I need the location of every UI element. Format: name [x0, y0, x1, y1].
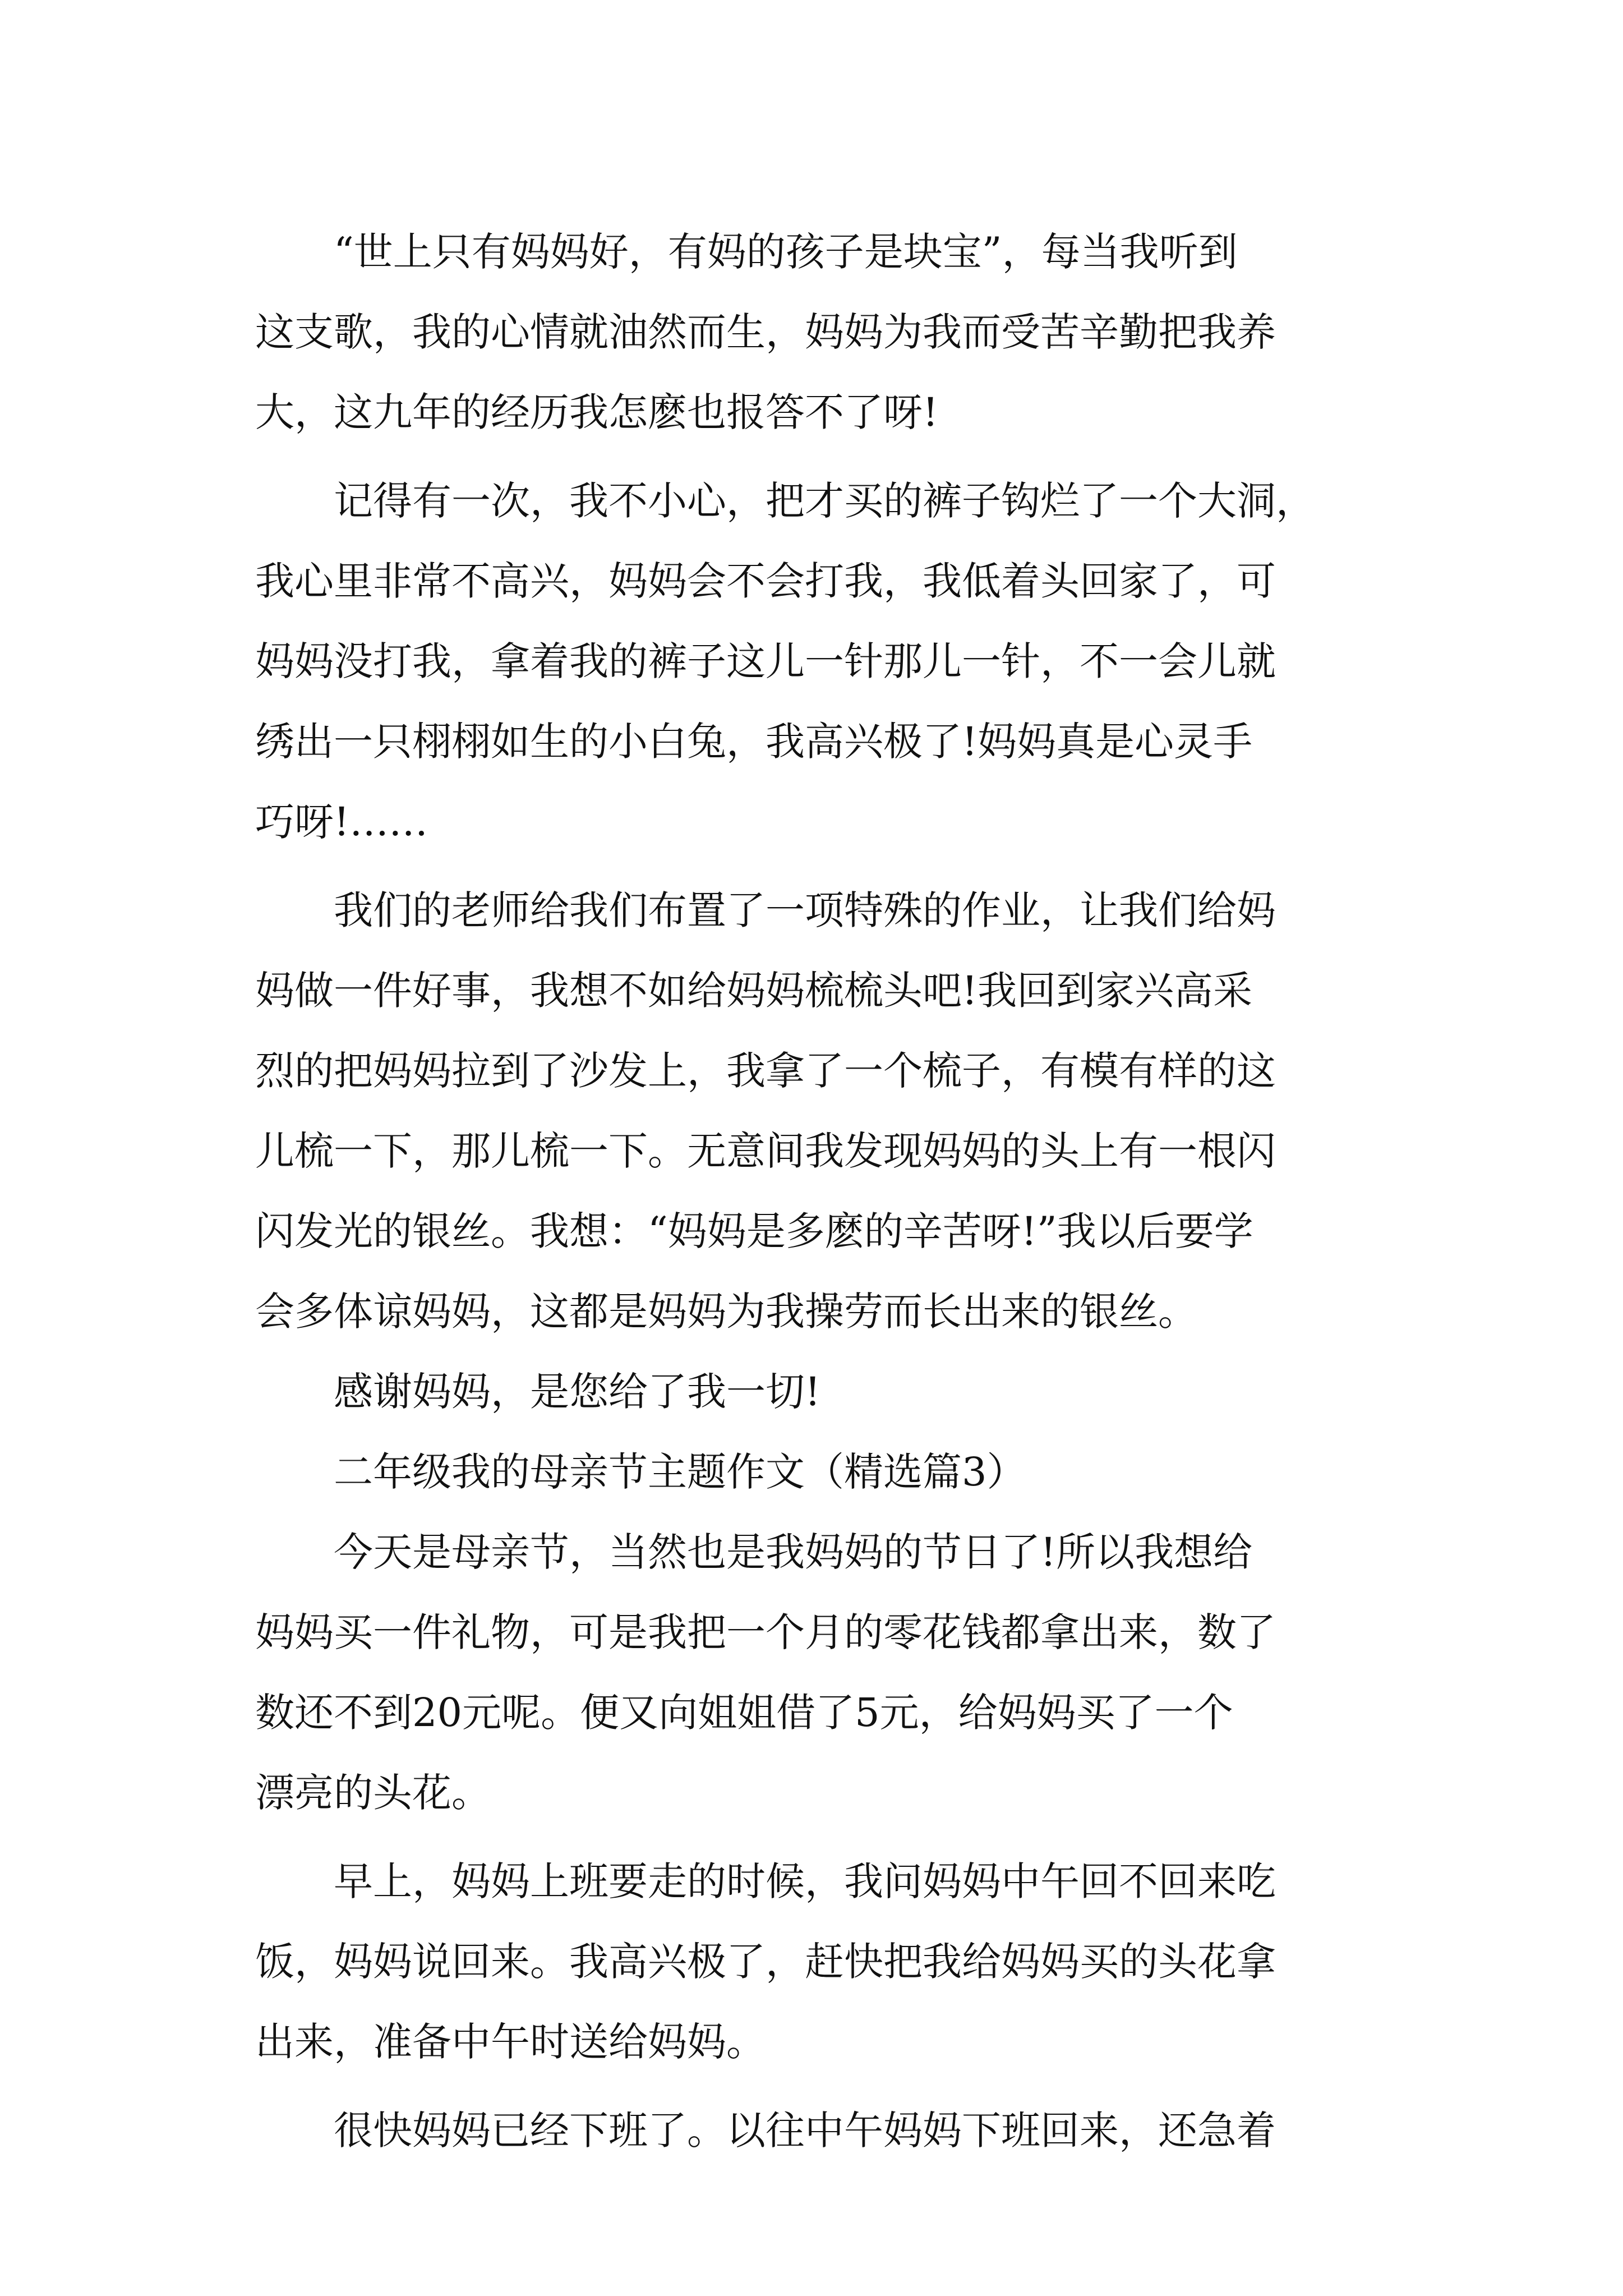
text-line: 会多体谅妈妈，这都是妈妈为我操劳而长出来的银丝。	[255, 1289, 1197, 1335]
text-line: 妈做一件好事，我想不如给妈妈梳梳头吧!我回到家兴高采	[255, 968, 1253, 1014]
paragraph-gap	[255, 453, 1377, 461]
text-line: 数还不到20元呢。便又向姐姐借了5元，给妈妈买了一个	[255, 1690, 1233, 1736]
paragraph-gap	[255, 1833, 1377, 1842]
text-line: 感谢妈妈，是您给了我一切!	[255, 1369, 821, 1415]
text-line: 很快妈妈已经下班了。以往中午妈妈下班回来，还急着	[255, 2108, 1276, 2154]
section-heading	[255, 1432, 1377, 1512]
text-line: 妈妈买一件礼物，可是我把一个月的零花钱都拿出来，数了	[255, 1609, 1276, 1655]
paragraph-noon	[255, 2091, 1377, 2171]
text-line: 今天是母亲节，当然也是我妈妈的节日了!所以我想给	[255, 1529, 1253, 1575]
paragraph-song-intro	[255, 212, 1377, 453]
text-line: 巧呀!……	[255, 799, 428, 845]
text-line: 记得有一次，我不小心，把才买的裤子钩烂了一个大洞，	[255, 478, 1315, 524]
text-line: 儿梳一下，那儿梳一下。无意间我发现妈妈的头上有一根闪	[255, 1128, 1276, 1174]
paragraph-combing-hair	[255, 871, 1377, 1352]
text-line: 漂亮的头花。	[255, 1770, 491, 1816]
text-line: 出来，准备中午时送给妈妈。	[255, 2019, 766, 2065]
text-line: 闪发光的银丝。我想：“妈妈是多麽的辛苦呀!”我以后要学	[255, 1208, 1253, 1254]
text-line: 我心里非常不高兴，妈妈会不会打我，我低着头回家了，可	[255, 558, 1276, 604]
text-line: 妈妈没打我，拿着我的裤子这儿一针那儿一针，不一会儿就	[255, 638, 1276, 684]
paragraph-pants-story	[255, 461, 1377, 862]
document-body	[255, 212, 1377, 2171]
paragraph-gap	[255, 2082, 1377, 2091]
paragraph-gap	[255, 862, 1377, 871]
text-line: 我们的老师给我们布置了一项特殊的作业，让我们给妈	[255, 887, 1276, 933]
text-line: 绣出一只栩栩如生的小白兔，我高兴极了!妈妈真是心灵手	[255, 719, 1253, 765]
paragraph-thanks	[255, 1352, 1377, 1432]
paragraph-morning	[255, 1842, 1377, 2082]
essay-title: 二年级我的母亲节主题作文（精选篇3）	[255, 1449, 1026, 1495]
text-line: 饭，妈妈说回来。我高兴极了，赶快把我给妈妈买的头花拿	[255, 1939, 1276, 1985]
text-line: 大，这九年的经历我怎麽也报答不了呀!	[255, 389, 939, 435]
text-line: 早上，妈妈上班要走的时候，我问妈妈中午回不回来吃	[255, 1858, 1276, 1904]
text-line: 这支歌，我的心情就油然而生，妈妈为我而受苦辛勤把我养	[255, 309, 1276, 355]
paragraph-mothers-day-gift	[255, 1512, 1377, 1833]
text-line: 烈的把妈妈拉到了沙发上，我拿了一个梳子，有模有样的这	[255, 1048, 1276, 1094]
text-line: “世上只有妈妈好，有妈的孩子是块宝”，每当我听到	[255, 229, 1238, 275]
